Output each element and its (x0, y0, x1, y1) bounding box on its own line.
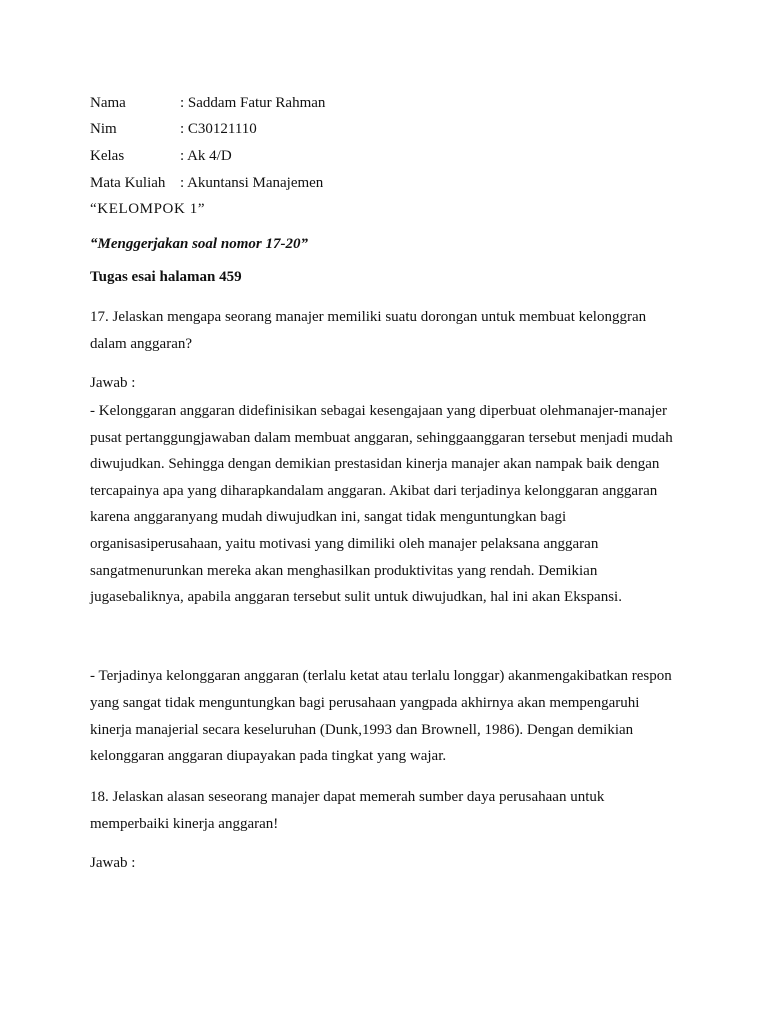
kelas-value: : Ak 4/D (180, 148, 232, 164)
mata-kuliah-value: : Akuntansi Manajemen (180, 175, 324, 191)
q17-para1-line: organisasiperusahaan, yaitu motivasi yang dimiliki oleh manajer pelaksana anggaran (90, 536, 599, 552)
q17-para2-line: kelonggaran anggaran diupayakan pada tingkat yang wajar. (90, 748, 447, 764)
nama-value: : Saddam Fatur Rahman (180, 95, 326, 111)
q17-para1-line: karena anggaranyang mudah diwujudkan ini, sangat tidak menguntungkan bagi (90, 509, 567, 525)
q18-answer-label: Jawab : (90, 855, 136, 871)
q17-line: dalam anggaran? (90, 336, 193, 352)
q17-line: 17. Jelaskan mengapa seorang manajer memiliki suatu dorongan untuk membuat kelonggran (90, 309, 647, 325)
nim-value: : C30121110 (180, 121, 257, 137)
q17-para2-line: - Terjadinya kelonggaran anggaran (terlalu ketat atau terlalu longgar) akanmengakibatkan respon (90, 668, 672, 684)
essay-heading: Tugas esai halaman 459 (90, 269, 242, 285)
q17-para1-line: tercapainya apa yang diharapkandalam anggaran. Akibat dari terjadinya kelonggaran anggaran (90, 483, 658, 499)
q17-answer-label: Jawab : (90, 375, 136, 391)
q17-para2-line: kinerja manajerial secara keseluruhan (Dunk,1993 dan Brownell, 1986). Dengan demikian (90, 722, 634, 738)
q17-para1-line: pusat pertanggungjawaban dalam membuat anggaran, sehinggaanggaran tersebut menjadi mudah (90, 430, 673, 446)
task-heading: “Menggerjakan soal nomor 17-20” (90, 236, 308, 252)
q17-para1-line: diwujudkan. Sehingga dengan demikian prestasidan kinerja manajer akan nampak baik dengan (90, 456, 660, 472)
mata-kuliah-label: Mata Kuliah (90, 175, 166, 191)
q17-para1-line: - Kelonggaran anggaran didefinisikan sebagai kesengajaan yang diperbuat olehmanajer-manajer (90, 403, 667, 419)
nim-label: Nim (90, 121, 117, 137)
q18-line: 18. Jelaskan alasan seseorang manajer dapat memerah sumber daya perusahaan untuk (90, 789, 605, 805)
q17-para2-line: yang sangat tidak menguntungkan bagi perusahaan yangpada akhirnya akan mempengaruhi (90, 695, 640, 711)
nama-label: Nama (90, 95, 126, 111)
group-heading: “KELOMPOK 1” (90, 201, 206, 217)
q18-line: memperbaiki kinerja anggaran! (90, 816, 279, 832)
q17-para1-line: sangatmenurunkan mereka akan menghasilkan produktivitas yang rendah. Demikian (90, 563, 598, 579)
kelas-label: Kelas (90, 148, 125, 164)
q17-para1-line: jugasebaliknya, apabila anggaran tersebut sulit untuk diwujudkan, hal ini akan Ekspansi. (90, 589, 622, 605)
